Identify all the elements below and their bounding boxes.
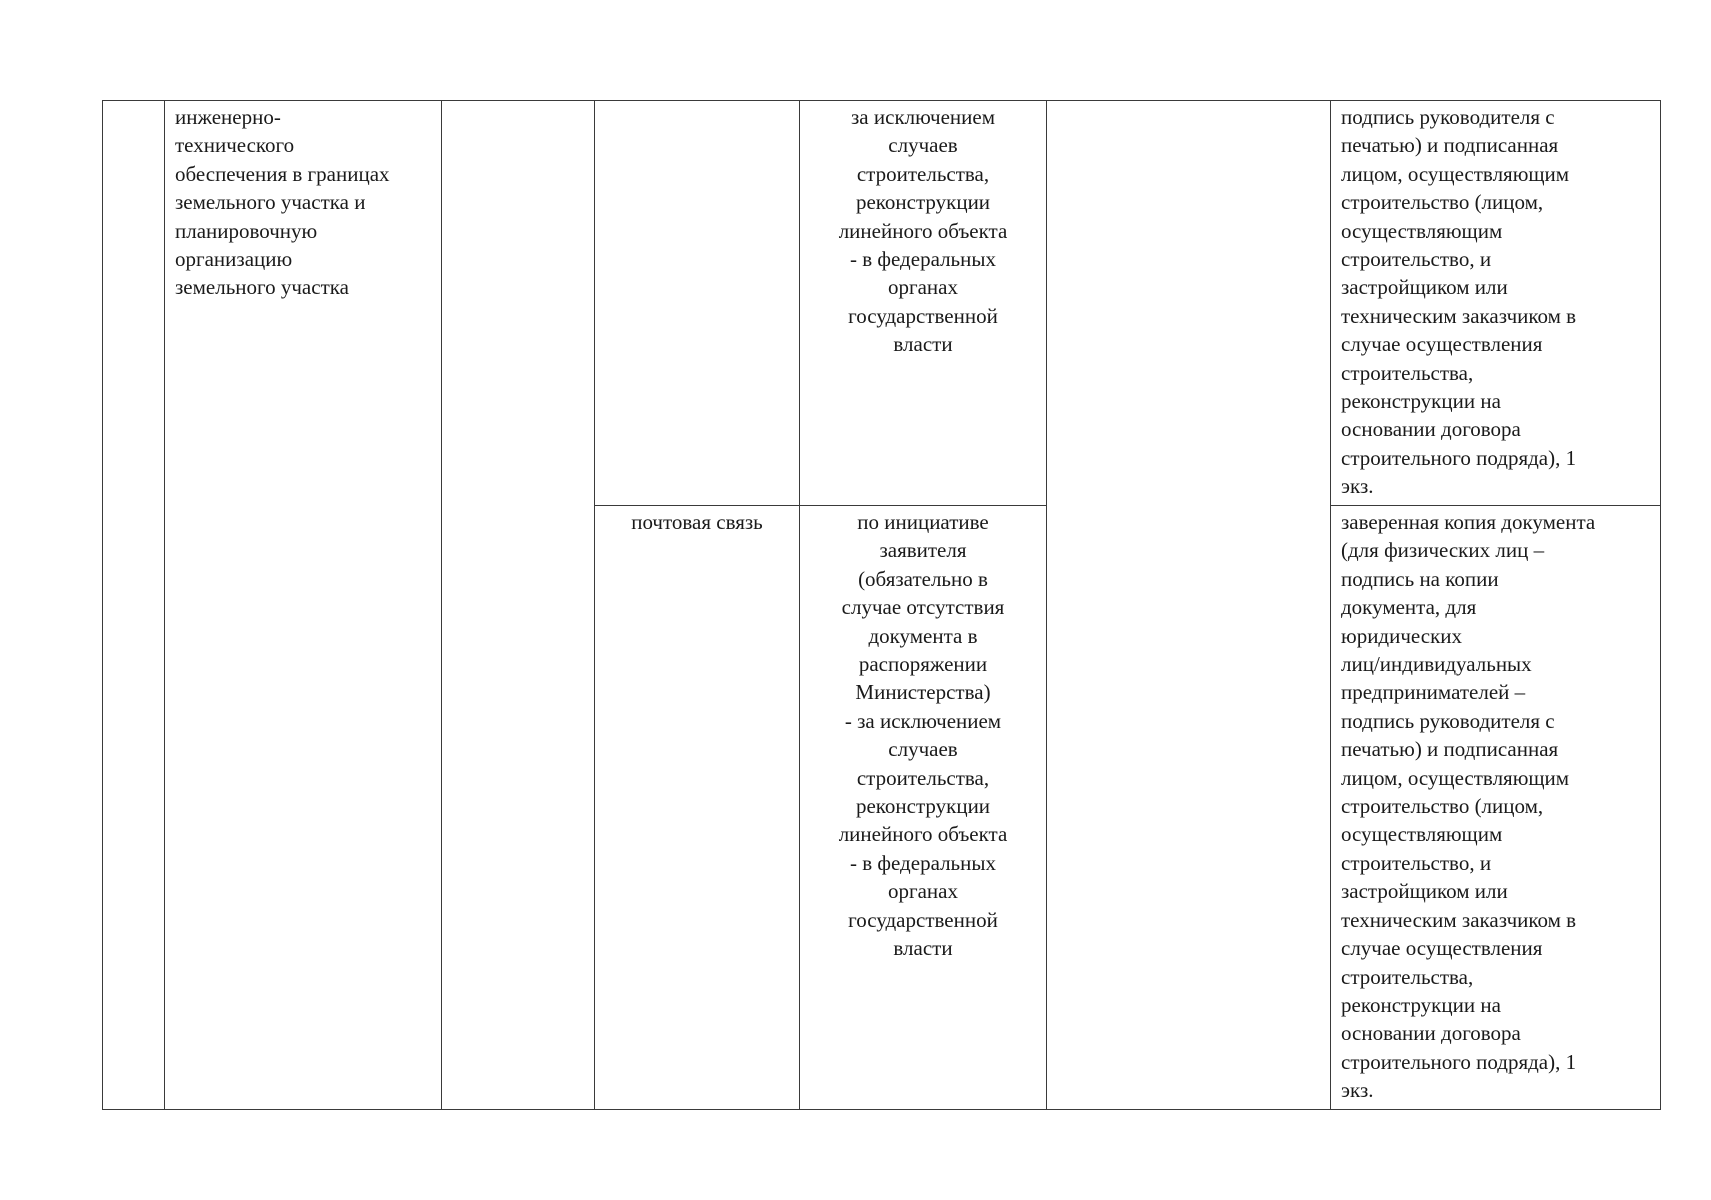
condition-cell <box>800 506 1047 1110</box>
condition-text: по инициативе заявителя (обязательно в случае отсутствия документа в распоряжении Министерства) - за исключением случаев строительства, реконструкции линейного объекта - в федеральных органах государственной власти <box>838 510 1008 961</box>
submission-method-text: почтовая связь <box>631 510 763 534</box>
requirements-table <box>102 100 1661 1110</box>
document-name-text: инженерно- технического обеспечения в границах земельного участка и планировочную организацию земельного участка <box>175 105 390 300</box>
document-name-cell <box>165 101 442 1110</box>
table-row <box>103 101 1661 506</box>
row-number-cell <box>103 101 165 1110</box>
requirements-text: заверенная копия документа (для физических лиц – подпись на копии документа, для юридических лиц/индивидуальных предпринимателей – подпись руководителя с печатью) и подписанная лицом, осуществляющим строительство (лицом, осуществляющим строительство, и застройщиком или техническим заказчиком в случае осуществления строительства, реконструкции на основании договора строительного подряда), 1 экз. <box>1341 510 1596 1103</box>
condition-text: за исключением случаев строительства, реконструкции линейного объекта - в федеральных органах государственной власти <box>838 105 1008 357</box>
condition-cell <box>800 101 1047 506</box>
requirements-text: подпись руководителя с печатью) и подписанная лицом, осуществляющим строительство (лицом, осуществляющим строительство, и застройщиком или техническим заказчиком в случае осуществления строительства, реконструкции на основании договора строительного подряда), 1 экз. <box>1341 105 1577 499</box>
submission-method-cell <box>595 506 800 1110</box>
requirements-cell <box>1331 101 1661 506</box>
submission-method-cell <box>595 101 800 506</box>
empty-cell <box>442 101 595 1110</box>
requirements-cell <box>1331 506 1661 1110</box>
empty-cell <box>1047 101 1331 1110</box>
